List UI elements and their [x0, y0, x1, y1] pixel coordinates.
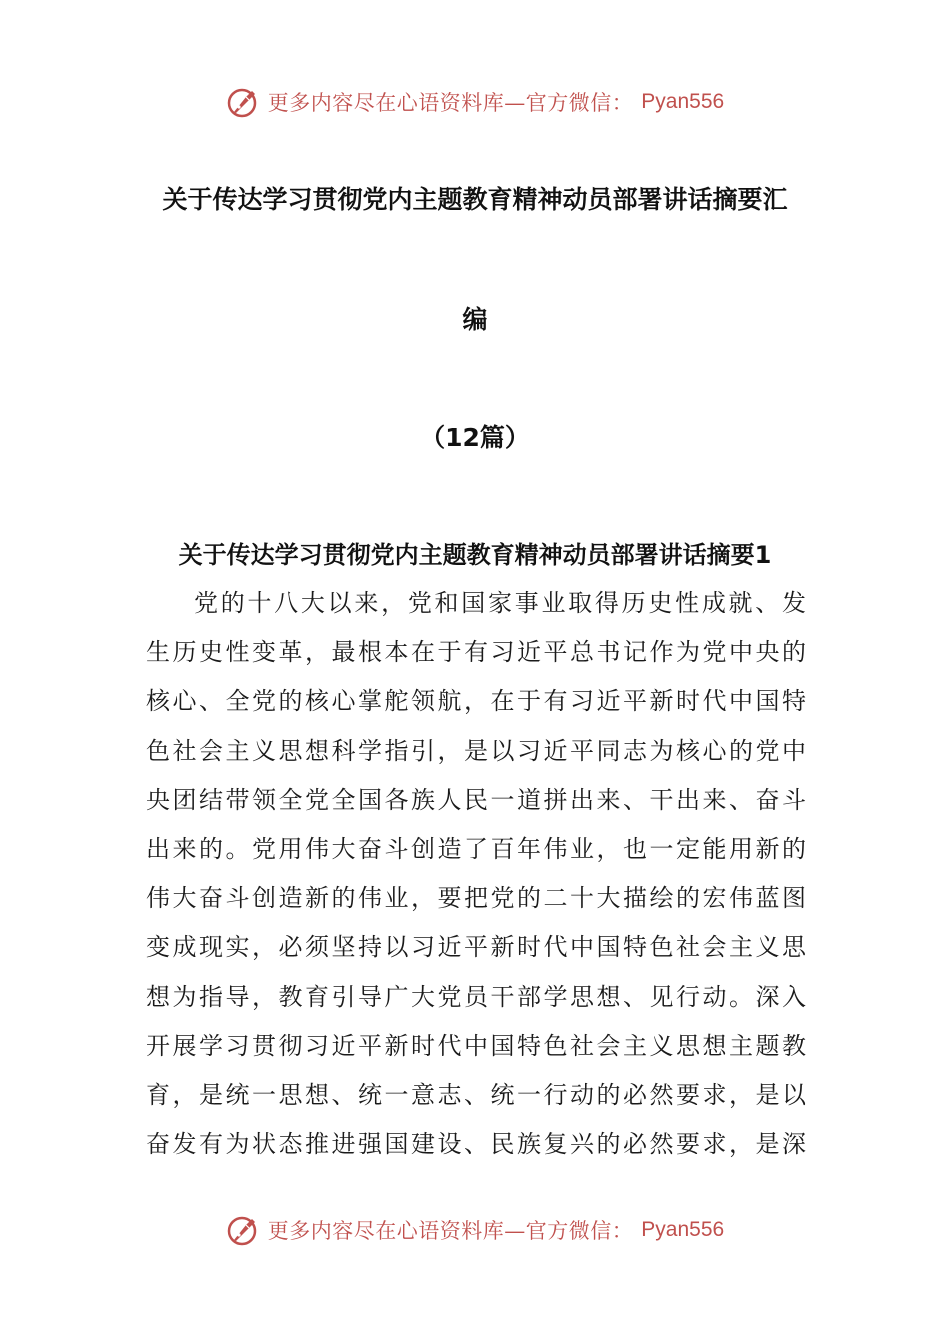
- header-watermark-banner: [0, 82, 950, 122]
- footer-watermark-banner: [0, 1210, 950, 1250]
- paragraph-line: 奋发有为状态推进强国建设、民族复兴的必然要求，是深: [146, 1130, 806, 1159]
- paragraph-line: 育，是统一思想、统一意志、统一行动的必然要求，是以: [146, 1080, 806, 1109]
- paragraph-line: 伟大奋斗创造新的伟业，要把党的二十大描绘的宏伟蓝图: [146, 884, 806, 913]
- paragraph-line: 核心、全党的核心掌舵领航，在于有习近平新时代中国特: [146, 687, 806, 716]
- paragraph-line: 出来的。党用伟大奋斗创造了百年伟业，也一定能用新的: [146, 834, 806, 863]
- paragraph-line: 党的十八大以来，党和国家事业取得历史性成就、发: [194, 589, 806, 617]
- body-paragraph: [146, 579, 806, 1169]
- watermark-wechat-handle: Pyan556: [641, 1218, 725, 1241]
- paragraph-line: 想为指导，教育引导广大党员干部学思想、见行动。深入: [146, 982, 806, 1011]
- paragraph-line: 变成现实，必须坚持以习近平新时代中国特色社会主义思: [146, 933, 806, 962]
- paragraph-line: 色社会主义思想科学指引，是以习近平同志为核心的党中: [146, 736, 806, 765]
- watermark-wechat-handle: Pyan556: [641, 90, 725, 113]
- watermark-brand-text: 更多内容尽在心语资料库—官方微信：: [267, 1219, 634, 1243]
- paragraph-line: 央团结带领全党全国各族人民一道拼出来、干出来、奋斗: [146, 785, 806, 814]
- document-article-count: （12篇）: [420, 423, 530, 452]
- watermark-brand-text: 更多内容尽在心语资料库—官方微信：: [267, 91, 634, 115]
- pen-nib-icon: [226, 1213, 260, 1247]
- pen-nib-icon: [226, 85, 260, 119]
- paragraph-line: 生历史性变革，最根本在于有习近平总书记作为党中央的: [146, 638, 806, 667]
- document-title-line-2: 编: [462, 305, 488, 334]
- paragraph-line: 开展学习贯彻习近平新时代中国特色社会主义思想主题教: [146, 1031, 806, 1060]
- section-title: 关于传达学习贯彻党内主题教育精神动员部署讲话摘要1: [178, 541, 772, 569]
- document-title-line-1: 关于传达学习贯彻党内主题教育精神动员部署讲话摘要汇: [162, 185, 788, 214]
